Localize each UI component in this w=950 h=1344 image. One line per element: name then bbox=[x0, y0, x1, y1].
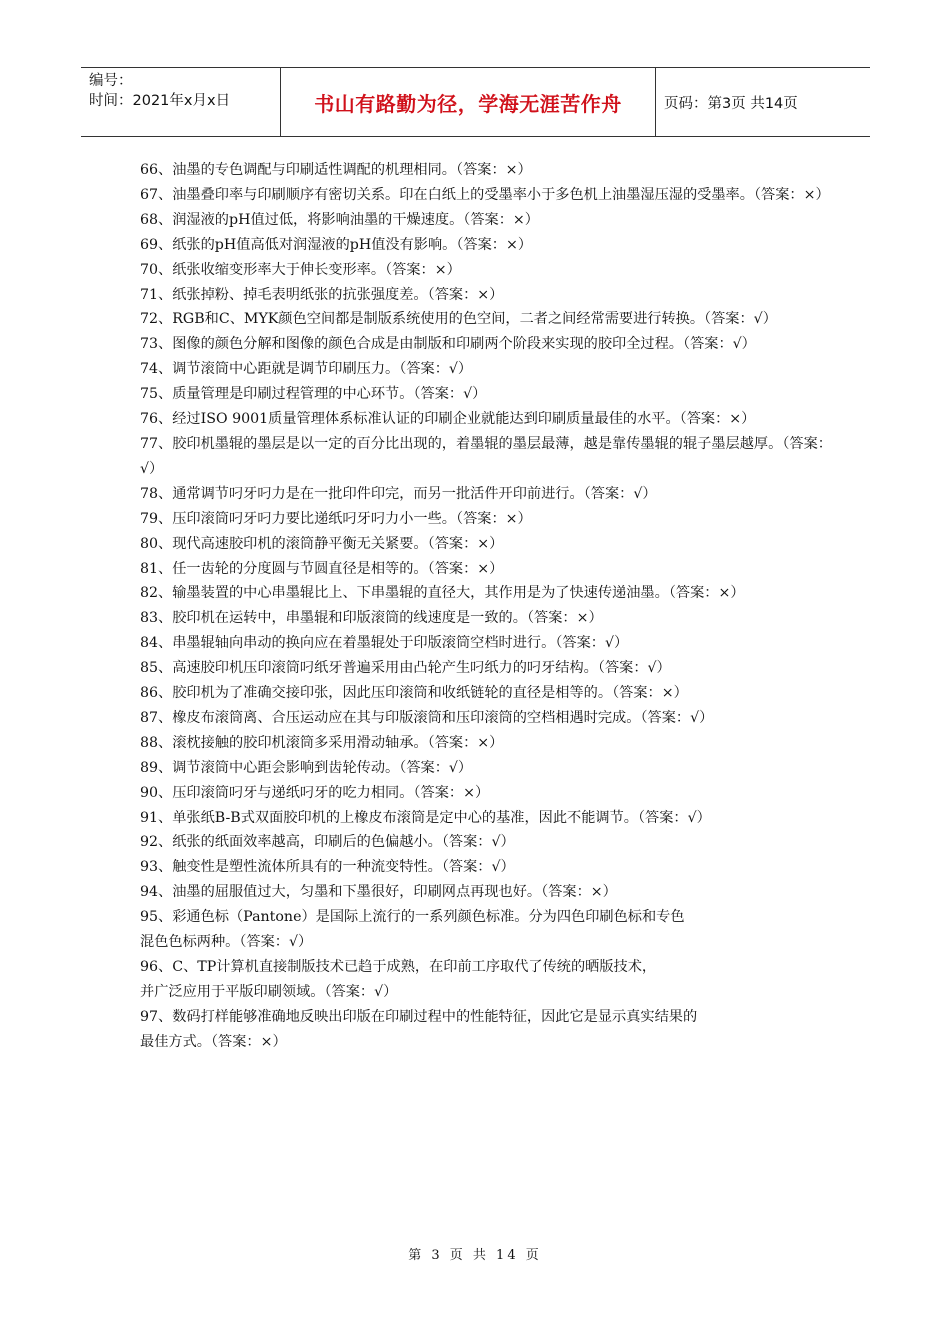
header-meta bbox=[81, 68, 281, 136]
question-text: 66、油墨的专色调配与印刷适性调配的机理相同。（答案：×） bbox=[140, 162, 532, 178]
question-item bbox=[140, 806, 840, 831]
question-text: 77、胶印机墨辊的墨层是以一定的百分比出现的，着墨辊的墨层最薄，越是靠传墨辊的辊子墨层越厚。（答案：√） bbox=[140, 435, 832, 477]
question-text: 76、经过ISO 9001质量管理体系标准认证的印刷企业就能达到印刷质量最佳的水平。（答案：×） bbox=[140, 411, 756, 428]
question-item bbox=[140, 955, 840, 980]
question-text: 89、调节滚筒中心距会影响到齿轮传动。（答案：√） bbox=[140, 759, 473, 776]
question-text: 85、高速胶印机压印滚筒叼纸牙普遍采用由凸轮产生叼纸力的叼牙结构。（答案：√） bbox=[140, 660, 671, 677]
question-item bbox=[140, 233, 840, 258]
question-item bbox=[140, 756, 840, 781]
question-text: 75、质量管理是印刷过程管理的中心环节。（答案：√） bbox=[140, 386, 487, 403]
question-item-continuation: 最佳方式。（答案：×） bbox=[140, 1033, 287, 1050]
question-text: 94、油墨的屈服值过大，匀墨和下墨很好，印刷网点再现也好。（答案：×） bbox=[140, 884, 617, 901]
question-text: 67、油墨叠印率与印刷顺序有密切关系。印在白纸上的受墨率小于多色机上油墨湿压湿的受墨率。（答案：×） bbox=[140, 186, 830, 203]
question-item bbox=[140, 307, 840, 332]
question-text: 92、纸张的纸面效率越高，印刷后的色偏越小。（答案：√） bbox=[140, 834, 515, 851]
question-item bbox=[140, 208, 840, 233]
question-item-continuation: 混色色标两种。（答案：√） bbox=[140, 934, 313, 951]
doc-number-label: 编号： bbox=[89, 73, 133, 89]
page-footer: 第 3 页 共 14 页 bbox=[408, 1248, 542, 1263]
question-item bbox=[140, 532, 840, 557]
question-item bbox=[140, 905, 840, 930]
question-item bbox=[140, 283, 840, 308]
question-text: 74、调节滚筒中心距就是调节印刷压力。（答案：√） bbox=[140, 361, 473, 378]
question-item bbox=[140, 183, 840, 208]
question-item bbox=[140, 581, 840, 606]
question-text: 86、胶印机为了准确交接印张，因此压印滚筒和收纸链轮的直径是相等的。（答案：×） bbox=[140, 685, 688, 702]
header-motto: 书山有路勤为径，学海无涯苦作舟 bbox=[281, 68, 656, 136]
question-text: 84、串墨辊轴向串动的换向应在着墨辊处于印版滚筒空档时进行。（答案：√） bbox=[140, 635, 629, 652]
doc-date: 时间：2021年x月x日 bbox=[89, 93, 231, 109]
question-text: 73、图像的颜色分解和图像的颜色合成是由制版和印刷两个阶段来实现的胶印全过程。（答案：√） bbox=[140, 336, 756, 353]
question-item bbox=[140, 407, 840, 432]
question-item bbox=[140, 830, 840, 855]
question-item bbox=[140, 332, 840, 357]
question-item bbox=[140, 656, 840, 681]
question-text: 68、润湿液的pH值过低，将影响油墨的干燥速度。（答案：×） bbox=[140, 211, 539, 228]
question-text: 83、胶印机在运转中，串墨辊和印版滚筒的线速度是一致的。（答案：×） bbox=[140, 610, 603, 627]
question-item bbox=[140, 631, 840, 656]
question-text: 91、单张纸B-B式双面胶印机的上橡皮布滚筒是定中心的基准，因此不能调节。（答案：√） bbox=[140, 809, 711, 826]
question-text: 82、输墨装置的中心串墨辊比上、下串墨辊的直径大，其作用是为了快速传递油墨。（答案：×） bbox=[140, 585, 745, 602]
question-item bbox=[140, 382, 840, 407]
question-item bbox=[140, 158, 840, 183]
question-text: 70、纸张收缩变形率大于伸长变形率。（答案：×） bbox=[140, 261, 461, 278]
question-item bbox=[140, 880, 840, 905]
question-text: 69、纸张的pH值高低对润湿液的pH值没有影响。（答案：×） bbox=[140, 236, 533, 253]
question-text: 88、滚枕接触的胶印机滚筒多采用滑动轴承。（答案：×） bbox=[140, 734, 504, 751]
question-text: 78、通常调节叼牙叼力是在一批印件印完，而另一批活件开印前进行。（答案：√） bbox=[140, 485, 657, 502]
question-item bbox=[140, 1005, 840, 1030]
question-item bbox=[140, 357, 840, 382]
question-text: 93、触变性是塑性流体所具有的一种流变特性。（答案：√） bbox=[140, 859, 515, 876]
question-item bbox=[140, 507, 840, 532]
question-text: 97、数码打样能够准确地反映出印版在印刷过程中的性能特征，因此它是显示真实结果的 bbox=[140, 1008, 698, 1025]
question-text: 71、纸张掉粉、掉毛表明纸张的抗张强度差。（答案：×） bbox=[140, 286, 504, 303]
question-item bbox=[140, 706, 840, 731]
header-page-info: 页码：第3页 共14页 bbox=[664, 95, 798, 112]
question-item bbox=[140, 781, 840, 806]
question-item bbox=[140, 855, 840, 880]
question-text: 90、压印滚筒叼牙与递纸叼牙的吃力相同。（答案：×） bbox=[140, 784, 490, 801]
question-text: 81、任一齿轮的分度圆与节圆直径是相等的。（答案：×） bbox=[140, 560, 504, 577]
question-text: 87、橡皮布滚筒离、合压运动应在其与印版滚筒和压印滚筒的空档相遇时完成。（答案：√） bbox=[140, 709, 714, 726]
question-item bbox=[140, 258, 840, 283]
question-item bbox=[140, 482, 840, 507]
question-text: 79、压印滚筒叼牙叼力要比递纸叼牙叼力小一些。（答案：×） bbox=[140, 510, 532, 527]
question-text: 95、彩通色标（Pantone）是国际上流行的一系列颜色标准。分为四色印刷色标和专色 bbox=[140, 909, 685, 926]
question-list bbox=[140, 158, 840, 1055]
question-text: 96、C、TP计算机直接制版技术已趋于成熟，在印前工序取代了传统的晒版技术， bbox=[140, 959, 657, 975]
question-item bbox=[140, 557, 840, 582]
question-item bbox=[140, 432, 840, 482]
question-item bbox=[140, 731, 840, 756]
question-text: 72、RGB和C、MYK颜色空间都是制版系统使用的色空间，二者之间经常需要进行转换。（答案：√） bbox=[140, 311, 777, 328]
question-item-continuation: 并广泛应用于平版印刷领域。（答案：√） bbox=[140, 983, 398, 1000]
question-text: 80、现代高速胶印机的滚筒静平衡无关紧要。（答案：×） bbox=[140, 535, 504, 552]
question-item bbox=[140, 606, 840, 631]
page-header bbox=[81, 67, 870, 137]
question-item bbox=[140, 681, 840, 706]
